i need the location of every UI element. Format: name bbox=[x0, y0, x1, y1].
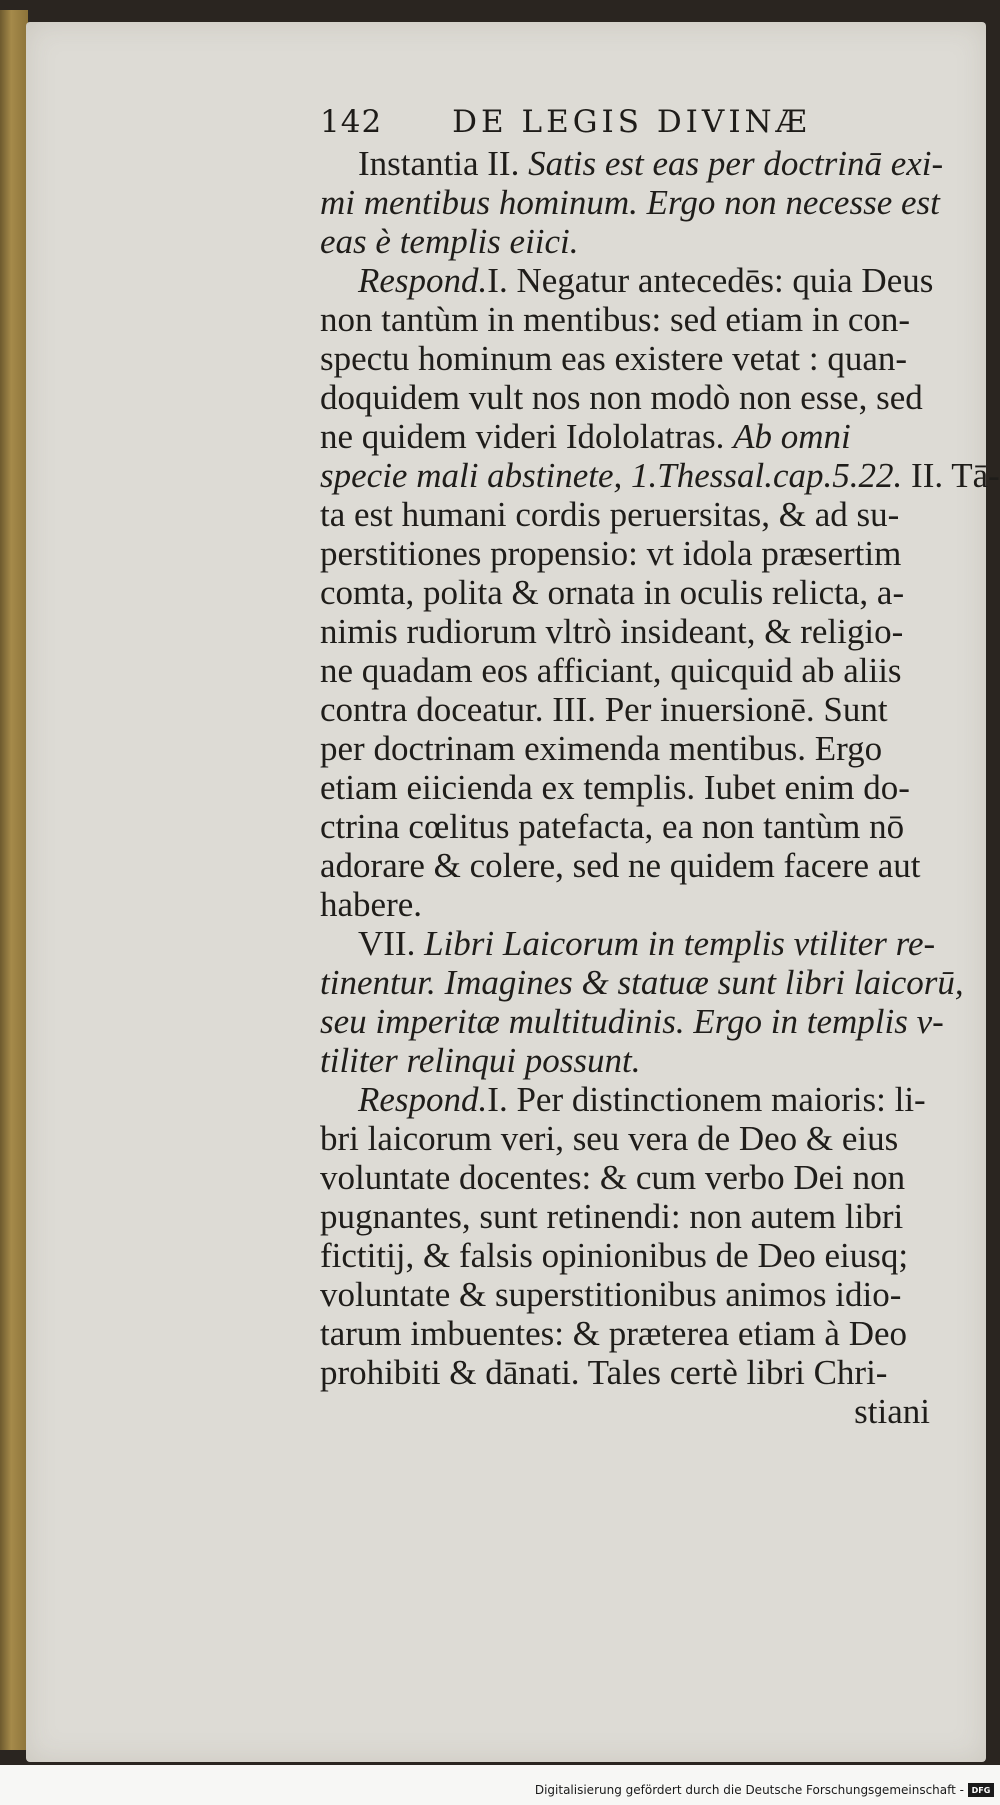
text-line bbox=[320, 144, 960, 183]
text-segment: doquidem vult nos non modò non esse, sed bbox=[320, 378, 923, 417]
text-line bbox=[320, 924, 960, 963]
text-line bbox=[320, 1080, 960, 1119]
text-line bbox=[320, 1392, 960, 1431]
text-segment: eas è templis eiici. bbox=[320, 222, 579, 261]
text-segment: non tantùm in mentibus: sed etiam in con- bbox=[320, 300, 911, 339]
text-segment: comta, polita & ornata in oculis relicta, a- bbox=[320, 573, 905, 612]
text-segment: I. Per distinctionem maioris: li- bbox=[487, 1080, 926, 1119]
text-segment: contra doceatur. III. Per inuersionē. Sunt bbox=[320, 690, 888, 729]
text-line bbox=[320, 1119, 960, 1158]
text-line bbox=[320, 183, 960, 222]
text-line bbox=[320, 807, 960, 846]
text-line bbox=[320, 300, 960, 339]
text-lines bbox=[320, 144, 1000, 1431]
text-line bbox=[320, 1041, 960, 1080]
text-segment: ctrina cœlitus patefacta, ea non tantùm nō bbox=[320, 807, 905, 846]
text-line bbox=[320, 963, 964, 1002]
text-line bbox=[320, 690, 960, 729]
text-line bbox=[320, 1353, 960, 1392]
running-title: DE LEGIS DIVINÆ bbox=[452, 104, 811, 140]
text-segment: mi mentibus hominum. Ergo non necesse est bbox=[320, 183, 940, 222]
text-line bbox=[320, 768, 960, 807]
footer-bar bbox=[0, 1765, 1000, 1805]
dfg-logo: DFG bbox=[968, 1783, 994, 1797]
text-line bbox=[320, 456, 1000, 495]
text-segment: spectu hominum eas existere vetat : quan- bbox=[320, 339, 908, 378]
text-line bbox=[320, 534, 960, 573]
page-number: 142 bbox=[320, 104, 383, 140]
text-line bbox=[320, 612, 960, 651]
text-segment: VII. bbox=[358, 924, 425, 963]
text-segment: Libri Laicorum in templis vtiliter re- bbox=[424, 924, 936, 963]
text-line bbox=[320, 495, 960, 534]
text-line bbox=[320, 378, 960, 417]
text-segment: habere. bbox=[320, 885, 423, 924]
text-segment: etiam eiicienda ex templis. Iubet enim do- bbox=[320, 768, 910, 807]
text-segment: tinentur. Imagines & statuæ sunt libri laicorū, bbox=[320, 963, 964, 1002]
text-segment: adorare & colere, sed ne quidem facere aut bbox=[320, 846, 921, 885]
text-line bbox=[320, 417, 960, 456]
text-segment: ne quadam eos afficiant, quicquid ab aliis bbox=[320, 651, 902, 690]
text-line bbox=[320, 1236, 960, 1275]
text-line bbox=[320, 846, 960, 885]
text-line bbox=[320, 1158, 960, 1197]
text-segment: voluntate docentes: & cum verbo Dei non bbox=[320, 1158, 906, 1197]
text-segment: bri laicorum veri, seu vera de Deo & eius bbox=[320, 1119, 899, 1158]
text-segment: Satis est eas per doctrinā exi- bbox=[528, 144, 944, 183]
text-segment: Instantia II. bbox=[358, 144, 529, 183]
text-segment: prohibiti & dānati. Tales certè libri Chri- bbox=[320, 1353, 888, 1392]
text-segment: II. Tā- bbox=[902, 456, 1000, 495]
book-spine-gutter bbox=[0, 10, 28, 1750]
text-segment: fictitij, & falsis opinionibus de Deo eiusq; bbox=[320, 1236, 909, 1275]
running-head bbox=[320, 104, 960, 140]
text-segment: perstitiones propensio: vt idola præsertim bbox=[320, 534, 902, 573]
text-segment: nimis rudiorum vltrò insideant, & religio- bbox=[320, 612, 904, 651]
text-line bbox=[320, 573, 960, 612]
text-segment: per doctrinam eximenda mentibus. Ergo bbox=[320, 729, 883, 768]
text-line bbox=[320, 261, 960, 300]
text-segment: ta est humani cordis peruersitas, & ad su- bbox=[320, 495, 900, 534]
footer-credit: Digitalisierung gefördert durch die Deutsche Forschungsgemeinschaft - bbox=[534, 1783, 964, 1797]
text-segment: tarum imbuentes: & præterea etiam à Deo bbox=[320, 1314, 908, 1353]
text-segment: tiliter relinqui possunt. bbox=[320, 1041, 641, 1080]
text-segment: pugnantes, sunt retinendi: non autem libri bbox=[320, 1197, 904, 1236]
text-segment: stiani bbox=[854, 1392, 930, 1431]
text-segment: I. Negatur antecedēs: quia Deus bbox=[487, 261, 934, 300]
text-segment: Ab omni bbox=[733, 417, 851, 456]
text-line bbox=[320, 1275, 960, 1314]
text-segment: seu imperitæ multitudinis. Ergo in templis v- bbox=[320, 1002, 944, 1041]
text-line bbox=[320, 885, 960, 924]
text-segment: voluntate & superstitionibus animos idio- bbox=[320, 1275, 902, 1314]
text-segment: Respond. bbox=[358, 1080, 488, 1119]
text-line bbox=[320, 651, 960, 690]
text-line bbox=[320, 339, 960, 378]
text-segment: Respond. bbox=[358, 261, 488, 300]
text-line bbox=[320, 1002, 960, 1041]
page-text-block bbox=[320, 104, 1000, 1431]
text-line bbox=[320, 729, 960, 768]
text-line bbox=[320, 1197, 960, 1236]
text-segment: specie mali abstinete, 1.Thessal.cap.5.22. bbox=[320, 456, 903, 495]
text-segment: ne quidem videri Idololatras. bbox=[320, 417, 734, 456]
text-line bbox=[320, 1314, 960, 1353]
text-line bbox=[320, 222, 960, 261]
